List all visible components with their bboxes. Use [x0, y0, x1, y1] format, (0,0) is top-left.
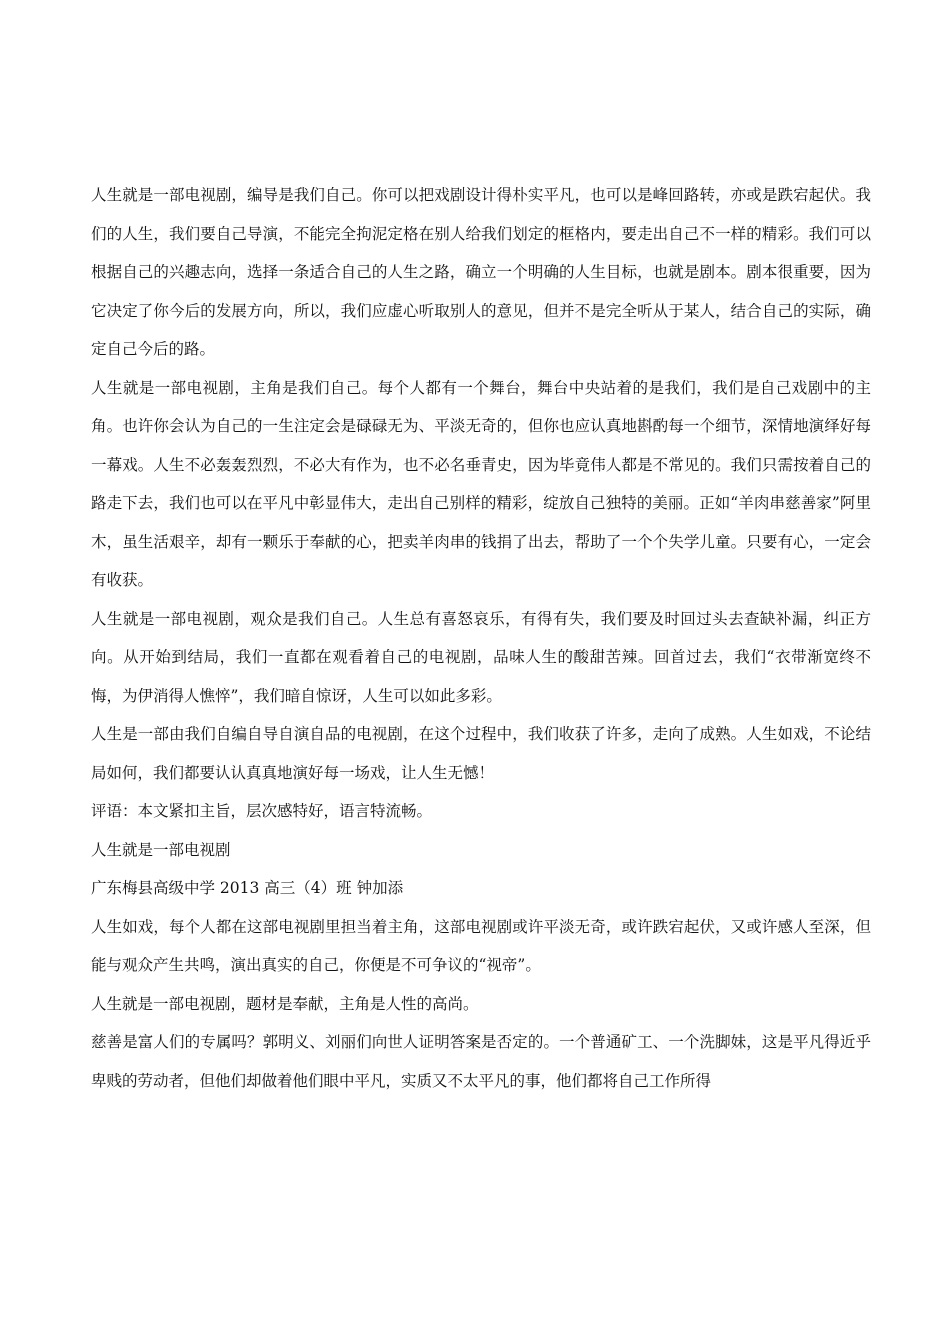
document-page: [91, 176, 871, 1100]
essay-title: 人生就是一部电视剧: [91, 840, 231, 859]
author-line: 广东梅县高级中学 2013 高三（4）班 钟加添: [91, 879, 404, 897]
essay-paragraph: 慈善是富人们的专属吗？郭明义、刘丽们向世人证明答案是否定的。一个普通矿工、一个洗脚妹，这是平凡得近乎卑贱的劳动者，但他们却做着他们眼中平凡，实质又不太平凡的事，他们都将自己工作所得: [91, 1033, 871, 1090]
body-paragraph: 人生就是一部电视剧，观众是我们自己。人生总有喜怒哀乐，有得有失，我们要及时回过头去查缺补漏，纠正方向。从开始到结局，我们一直都在观看着自己的电视剧，品味人生的酸甜苦辣。回首过去，我们“衣带渐宽终不悔，为伊消得人憔悴”，我们暗自惊讶，人生可以如此多彩。: [91, 609, 871, 705]
body-paragraph: 人生是一部由我们自编自导自演自品的电视剧，在这个过程中，我们收获了许多，走向了成熟。人生如戏，不论结局如何，我们都要认认真真地演好每一场戏，让人生无憾！: [91, 725, 871, 782]
body-paragraph: 人生就是一部电视剧，主角是我们自己。每个人都有一个舞台，舞台中央站着的是我们，我们是自己戏剧中的主角。也许你会认为自己的一生注定会是碌碌无为、平淡无奇的，但你也应认真地斟酌每一个细节，深情地演绎好每一幕戏。人生不必轰轰烈烈，不必大有作为，也不必名垂青史，因为毕竟伟人都是不常见的。我们只需按着自己的路走下去，我们也可以在平凡中彰显伟大，走出自己别样的精彩，绽放自己独特的美丽。正如“羊肉串慈善家”阿里木，虽生活艰辛，却有一颗乐于奉献的心，把卖羊肉串的钱捐了出去，帮助了一个个失学儿童。只要有心，一定会有收获。: [91, 378, 871, 589]
body-paragraph: 人生就是一部电视剧，编导是我们自己。你可以把戏剧设计得朴实平凡，也可以是峰回路转，亦或是跌宕起伏。我们的人生，我们要自己导演，不能完全拘泥定格在别人给我们划定的框格内，要走出自己不一样的精彩。我们可以根据自己的兴趣志向，选择一条适合自己的人生之路，确立一个明确的人生目标，也就是剧本。剧本很重要，因为它决定了你今后的发展方向，所以，我们应虚心听取别人的意见，但并不是完全听从于某人，结合自己的实际，确定自己今后的路。: [91, 186, 871, 358]
essay-paragraph: 人生就是一部电视剧，题材是奉献，主角是人性的高尚。: [91, 994, 479, 1013]
teacher-comment: 评语：本文紧扣主旨，层次感特好，语言特流畅。: [91, 802, 433, 820]
essay-paragraph: 人生如戏，每个人都在这部电视剧里担当着主角，这部电视剧或许平淡无奇，或许跌宕起伏，又或许感人至深，但能与观众产生共鸣，演出真实的自己，你便是不可争议的“视帝”。: [91, 917, 871, 974]
